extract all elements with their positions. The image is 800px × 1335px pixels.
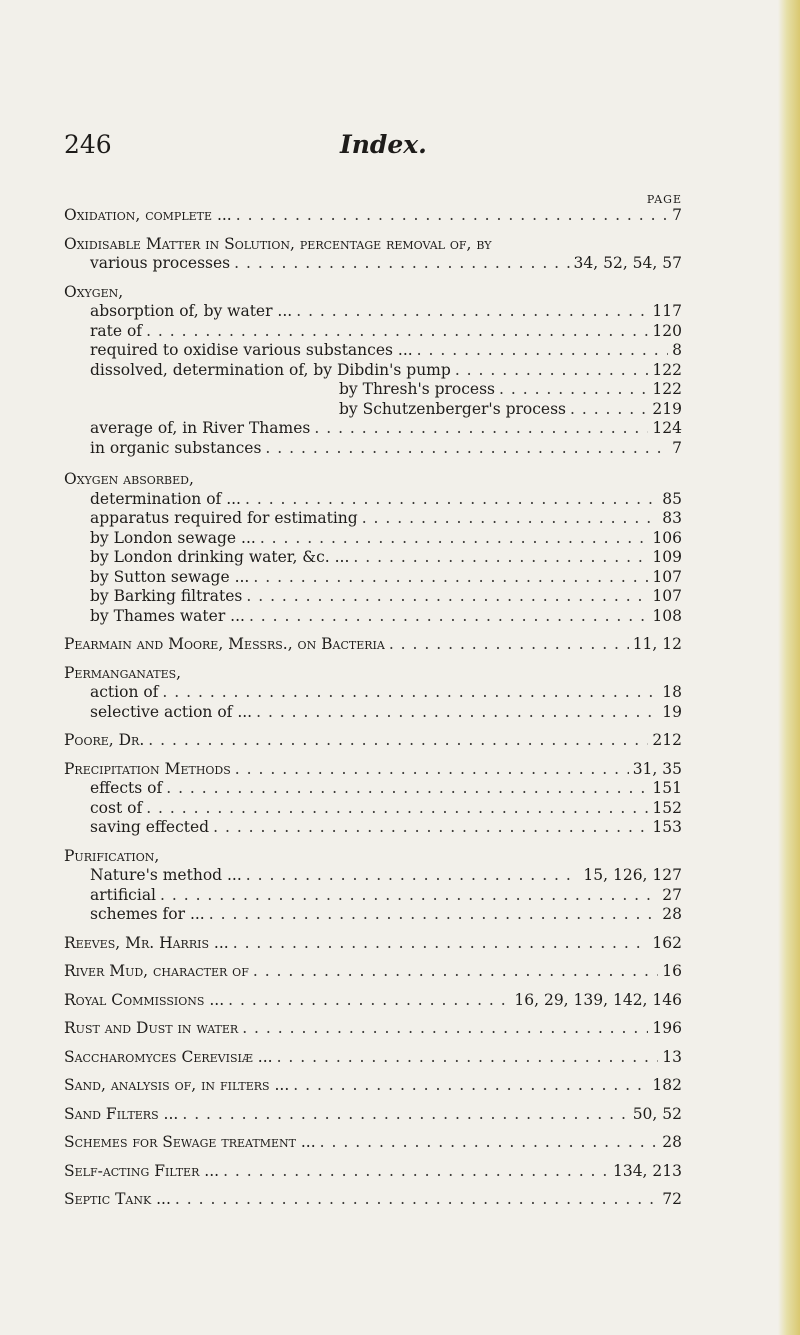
index-entry xyxy=(64,991,682,1011)
subentry-page: 124 xyxy=(652,419,682,437)
entry-page: 31, 35 xyxy=(632,759,682,778)
entry-page: 13 xyxy=(662,1047,682,1066)
index-subentry xyxy=(64,322,682,342)
entry-page: 162 xyxy=(652,933,682,952)
index-subentry xyxy=(64,439,682,459)
subentry-page: 107 xyxy=(652,567,682,586)
index-entry xyxy=(64,934,682,954)
index-subentry xyxy=(64,419,682,439)
index-entry xyxy=(64,206,682,226)
index-subentry xyxy=(64,490,682,510)
subentry-label: Nature's method ... xyxy=(90,866,242,884)
entry-page: 72 xyxy=(662,1190,682,1208)
page-title: Index. xyxy=(340,130,427,159)
entry-label: Pearmain and Moore, Messrs., on Bacteria xyxy=(64,635,385,653)
index-entry xyxy=(64,1133,682,1153)
subentry-label: effects of xyxy=(90,779,163,797)
subentry-label: by Sutton sewage ... xyxy=(90,567,250,586)
entry-label: Self-acting Filter ... xyxy=(64,1161,220,1180)
subentry-label: artificial xyxy=(90,885,157,904)
subentry-page: 153 xyxy=(652,818,682,836)
subentry-page: 85 xyxy=(662,489,682,508)
index-entry xyxy=(64,664,682,684)
subentry-page: 106 xyxy=(652,528,682,547)
subentry-page: 27 xyxy=(662,885,682,904)
subentry-label: by Barking filtrates xyxy=(90,587,243,605)
index-subentry xyxy=(64,866,682,886)
entry-page: 196 xyxy=(652,1019,682,1037)
subentry-page: 120 xyxy=(652,321,682,340)
entry-label: Poore, Dr. xyxy=(64,731,145,749)
subentry-page: 108 xyxy=(652,606,682,625)
page-header xyxy=(64,130,684,170)
index-entry xyxy=(64,283,682,303)
index-subentry xyxy=(64,818,682,838)
index-entry xyxy=(64,1162,682,1182)
index-entry xyxy=(64,1019,682,1039)
index-entry xyxy=(64,760,682,780)
entry-page: 50, 52 xyxy=(632,1104,682,1123)
subentry-label: saving effected xyxy=(90,818,210,836)
subentry-label: by Schutzenberger's process xyxy=(339,399,566,418)
index-subentry xyxy=(64,548,682,568)
entry-label: Permanganates, xyxy=(64,663,182,682)
index-subentry xyxy=(64,607,682,627)
index-subentry xyxy=(64,587,682,607)
page-column-header: PAGE xyxy=(646,193,682,206)
entry-label: Saccharomyces Cerevisiæ ... xyxy=(64,1047,273,1066)
index-entry xyxy=(64,470,682,490)
subentry-label: by Thresh's process xyxy=(339,380,496,398)
subentry-page: 122 xyxy=(652,360,682,379)
subentry-page: 15, 126, 127 xyxy=(583,866,682,884)
index-subentry xyxy=(64,400,682,420)
subentry-label: dissolved, determination of, by Dibdin's pump xyxy=(90,360,451,379)
entry-page: 28 xyxy=(662,1133,682,1151)
subentry-label: determination of ... xyxy=(90,489,241,508)
index-entry xyxy=(64,1190,682,1210)
subentry-label: action of xyxy=(90,683,159,701)
subentry-label: selective action of ... xyxy=(90,702,253,721)
index-subentry xyxy=(64,905,682,925)
index-subentry xyxy=(64,529,682,549)
subentry-label: cost of xyxy=(90,798,143,817)
index-subentry xyxy=(64,886,682,906)
page-edge xyxy=(778,0,800,1335)
index-subentry xyxy=(64,302,682,322)
entry-label: Rust and Dust in water xyxy=(64,1019,239,1037)
subentry-page: 122 xyxy=(652,380,682,398)
entry-label: Sand Filters ... xyxy=(64,1104,179,1123)
subentry-page: 18 xyxy=(662,683,682,701)
entry-label: various processes xyxy=(90,254,231,272)
entry-page: 134, 213 xyxy=(612,1161,682,1180)
entry-label: Precipitation Methods xyxy=(64,759,231,778)
subentry-label: required to oxidise various substances ... xyxy=(90,341,413,359)
index-entry xyxy=(64,962,682,982)
subentry-page: 219 xyxy=(652,399,682,418)
index-subentry xyxy=(64,799,682,819)
entry-label: Reeves, Mr. Harris ... xyxy=(64,933,229,952)
subentry-page: 107 xyxy=(652,587,682,605)
index-entry xyxy=(64,1105,682,1125)
subentry-page: 8 xyxy=(672,341,682,359)
index-subentry xyxy=(64,361,682,381)
index-entry xyxy=(64,1048,682,1068)
subentry-label: rate of xyxy=(90,321,143,340)
subentry-page: 19 xyxy=(662,702,682,721)
subentry-page: 117 xyxy=(652,302,682,320)
entry-page: 212 xyxy=(652,731,682,749)
index-entry-continuation xyxy=(64,254,682,274)
index-entry xyxy=(64,235,682,255)
subentry-label: by Thames water ... xyxy=(90,606,245,625)
entry-label: Oxygen absorbed, xyxy=(64,470,194,488)
subentry-page: 151 xyxy=(652,779,682,797)
subentry-page: 152 xyxy=(652,798,682,817)
index-subentry xyxy=(64,779,682,799)
index-entry xyxy=(64,731,682,751)
subentry-page: 109 xyxy=(652,548,682,566)
subentry-label: absorption of, by water ... xyxy=(90,302,293,320)
entry-label: Royal Commissions ... xyxy=(64,990,225,1009)
index-subentry xyxy=(64,509,682,529)
index-subentry xyxy=(64,341,682,361)
index-subentry xyxy=(64,380,682,400)
subentry-page: 28 xyxy=(662,905,682,923)
index-subentry xyxy=(64,568,682,588)
subentry-label: by London drinking water, &c. ... xyxy=(90,548,350,566)
index-subentry xyxy=(64,703,682,723)
entry-page: 34, 52, 54, 57 xyxy=(573,254,682,272)
entry-label: Purification, xyxy=(64,846,160,865)
entry-page: 11, 12 xyxy=(632,635,682,653)
entry-page: 16, 29, 139, 142, 146 xyxy=(514,990,682,1009)
page-number: 246 xyxy=(64,130,112,159)
entry-label: Schemes for Sewage treatment ... xyxy=(64,1133,316,1151)
subentry-label: schemes for ... xyxy=(90,905,205,923)
entry-label: Septic Tank ... xyxy=(64,1190,171,1208)
subentry-label: apparatus required for estimating xyxy=(90,509,358,527)
subentry-page: 7 xyxy=(672,438,682,457)
subentry-label: average of, in River Thames xyxy=(90,419,311,437)
entry-page: 182 xyxy=(652,1076,682,1094)
entry-label: Sand, analysis of, in filters ... xyxy=(64,1076,290,1094)
entry-label: Oxidisable Matter in Solution, percentage removal of, by xyxy=(64,234,492,253)
index-entry xyxy=(64,1076,682,1096)
subentry-label: by London sewage ... xyxy=(90,528,256,547)
subentry-page: 83 xyxy=(662,509,682,527)
entry-page: 7 xyxy=(672,206,682,224)
index-subentry xyxy=(64,683,682,703)
entry-page: 16 xyxy=(662,962,682,980)
index-entry xyxy=(64,635,682,655)
index-list xyxy=(64,206,682,1210)
index-entry xyxy=(64,847,682,867)
entry-label: River Mud, character of xyxy=(64,962,249,980)
entry-label: Oxygen, xyxy=(64,282,124,301)
subentry-label: in organic substances xyxy=(90,438,262,457)
entry-label: Oxidation, complete ... xyxy=(64,206,232,224)
